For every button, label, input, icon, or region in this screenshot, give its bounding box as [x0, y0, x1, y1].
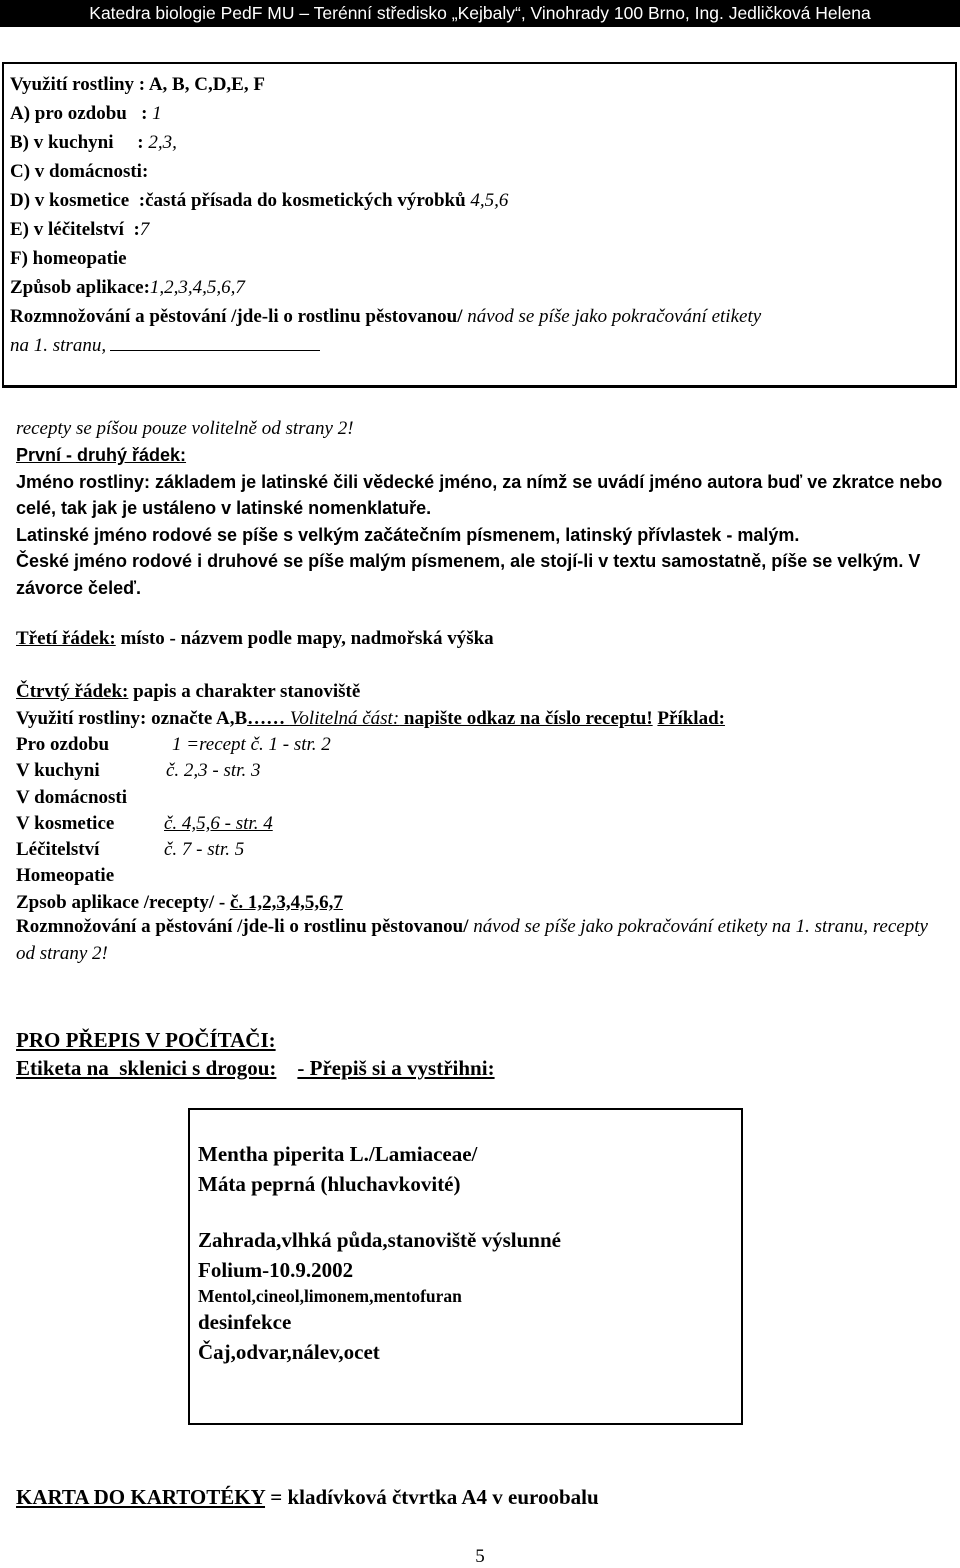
use-b: B) v kuchyni : 2,3,: [10, 132, 177, 153]
example-row: Homeopatie: [16, 865, 115, 887]
fourth-row: Čtrvtý řádek: papis a charakter stanoviště: [16, 681, 361, 702]
page-header: Katedra biologie PedF MU – Terénní středisko „Kejbaly“, Vinohrady 100 Brno, Ing. Jedličková Helena: [0, 0, 960, 27]
application-line: Způsob aplikace:1,2,3,4,5,6,7: [10, 277, 245, 298]
label-application: Čaj,odvar,nálev,ocet: [198, 1340, 380, 1364]
page-number: 5: [475, 1546, 485, 1567]
label-compounds: Mentol,cineol,limonem,mentofuran: [198, 1286, 462, 1306]
card-note: KARTA DO KARTOTÉKY = kladívková čtvrtka A4 v euroobalu: [16, 1485, 599, 1509]
example-row: Pro ozdobu 1 =recept č. 1 - str. 2: [16, 734, 331, 755]
recipes-note: recepty se píšou pouze volitelně od strany 2!: [16, 418, 354, 439]
label-czech-name: Máta peprná (hluchavkovité): [198, 1172, 461, 1196]
application-methods: Zpsob aplikace /recepty/ - č. 1,2,3,4,5,6,7: [16, 892, 343, 913]
use-e: E) v léčitelství :7: [10, 219, 150, 240]
pc-heading: PRO PŘEPIS V POČÍTAČI:: [16, 1028, 276, 1052]
example-row: V domácnosti: [16, 786, 128, 808]
propagation-line: Rozmnožování a pěstování /jde-li o rostlinu pěstovanou/ návod se píše jako pokračování etikety: [10, 306, 762, 327]
first-rows-section: [16, 442, 944, 601]
propagation-cont: na 1. stranu,: [10, 331, 951, 360]
use-a: A) pro ozdobu : 1: [10, 103, 162, 124]
third-row: Třetí řádek: místo - názvem podle mapy, nadmořská výška: [16, 628, 494, 649]
first-rows-p1: Jméno rostliny: základem je latinské čili vědecké jméno, za nímž se uvádí jméno autora buď ve zkratce nebo celé, tak jak je ustáleno v latinské nomenklatuře.: [16, 471, 943, 518]
jar-label-card: [188, 1108, 743, 1425]
use-d: D) v kosmetice :častá přísada do kosmetických výrobků 4,5,6: [10, 190, 509, 211]
label-habitat: Zahrada,vlhká půda,stanoviště výslunné: [198, 1228, 561, 1252]
label-latin-name: Mentha piperita L./Lamiaceae/: [198, 1142, 478, 1166]
example-row: V kosmetice č. 4,5,6 - str. 4: [16, 812, 273, 834]
example-row: V kuchyni č. 2,3 - str. 3: [16, 760, 261, 782]
first-rows-p3: České jméno rodové i druhové se píše malým písmenem, ale stojí-li v textu samostatně, píše se velkým. V závorce čeleď.: [16, 551, 921, 598]
use-title: Využití rostliny : A, B, C,D,E, F: [10, 74, 265, 95]
first-rows-heading: První - druhý řádek:: [16, 445, 187, 465]
use-line: Využití rostliny: označte A,B…… Volitelná část: napište odkaz na číslo receptu! Příklad:: [16, 708, 725, 729]
label-drug-date: Folium-10.9.2002: [198, 1258, 354, 1282]
pc-label-line: Etiketa na sklenici s drogou: - Přepiš si a vystřihni:: [16, 1056, 495, 1080]
examples-list: [16, 732, 331, 890]
example-row: Léčitelství č. 7 - str. 5: [16, 839, 245, 861]
propagation-note: Rozmnožování a pěstování /jde-li o rostlinu pěstovanou/ návod se píše jako pokračování etikety na 1. stranu, recepty od strany 2!: [16, 916, 928, 964]
use-box: [2, 62, 957, 388]
use-f: F) homeopatie: [10, 248, 127, 269]
first-rows-p2: Latinské jméno rodové se píše s velkým začátečním písmenem, latinský přívlastek - malým.: [16, 524, 800, 545]
label-effect: desinfekce: [198, 1310, 292, 1334]
fill-line: [110, 332, 320, 351]
use-c: C) v domácnosti:: [10, 161, 149, 182]
